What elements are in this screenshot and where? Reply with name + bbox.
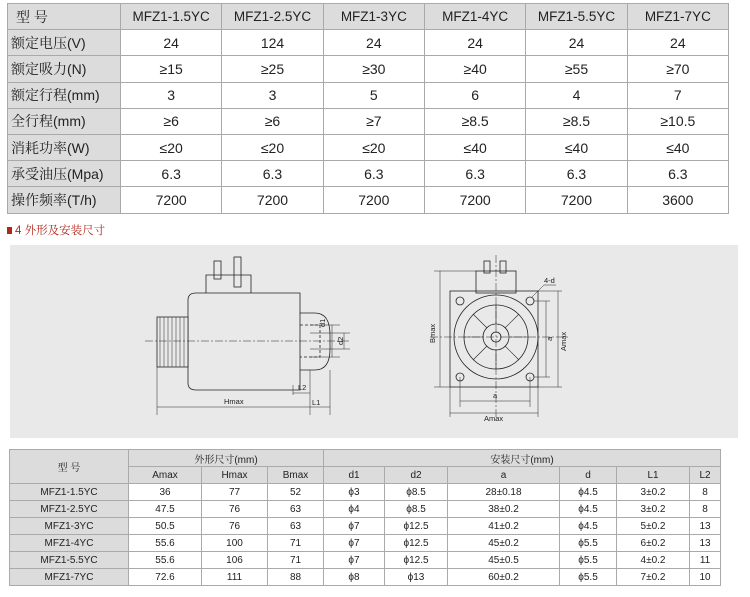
dims-cell: ϕ7: [324, 518, 385, 535]
dims-row: [10, 552, 721, 569]
spec-cell: ≥6: [222, 108, 323, 134]
spec-row: [8, 108, 729, 134]
dims-cell: 41±0.2: [448, 518, 560, 535]
dims-row: [10, 501, 721, 518]
mount-hole: [456, 297, 464, 305]
spec-cell: ≥10.5: [627, 108, 728, 134]
dims-cell: ϕ8.5: [385, 484, 448, 501]
spec-cell: 3: [222, 82, 323, 108]
spec-table: [7, 3, 729, 214]
spec-cell: 24: [627, 30, 728, 56]
spec-cell: 7200: [121, 187, 222, 213]
dims-cell: 100: [202, 535, 268, 552]
spec-cell: 7200: [526, 187, 627, 213]
dims-cell: ϕ5.5: [560, 535, 617, 552]
dims-cell: 8: [690, 501, 721, 518]
label-d1: d1: [318, 318, 327, 327]
spec-cell: ≥70: [627, 56, 728, 82]
label-a-horizontal: a: [493, 391, 498, 400]
label-Amax-horizontal: Amax: [484, 414, 504, 423]
spec-cell: ≥6: [121, 108, 222, 134]
dims-model-cell: MFZ1-5.5YC: [10, 552, 129, 569]
dims-model-cell: MFZ1-4YC: [10, 535, 129, 552]
dims-cell: 28±0.18: [448, 484, 560, 501]
spec-row-label: 额定行程(mm): [8, 82, 121, 108]
dims-cell: 106: [202, 552, 268, 569]
spec-row-label: 额定吸力(N): [8, 56, 121, 82]
spec-header-row: [8, 4, 729, 30]
spec-cell: ≤40: [526, 134, 627, 160]
dims-cell: 36: [129, 484, 202, 501]
spec-cell: 124: [222, 30, 323, 56]
dims-model-cell: MFZ1-1.5YC: [10, 484, 129, 501]
dims-model-header: 型 号: [10, 450, 129, 484]
knurled-nut: [157, 317, 188, 367]
section-title: [7, 222, 105, 238]
spec-cell: ≤20: [222, 134, 323, 160]
label-L2: L2: [298, 383, 307, 392]
spec-cell: 6.3: [627, 161, 728, 187]
spec-row: [8, 134, 729, 160]
spec-cell: 3600: [627, 187, 728, 213]
dims-cell: 3±0.2: [617, 501, 690, 518]
spec-cell: ≥8.5: [424, 108, 525, 134]
spec-row: [8, 187, 729, 213]
spec-model-header: MFZ1-1.5YC: [121, 4, 222, 30]
dims-cell: ϕ8: [324, 569, 385, 586]
spec-cell: 7: [627, 82, 728, 108]
dims-cell: 3±0.2: [617, 484, 690, 501]
dims-cell: 5±0.2: [617, 518, 690, 535]
spec-cell: 7200: [424, 187, 525, 213]
section-marker-icon: [7, 227, 12, 234]
dims-cell: 4±0.2: [617, 552, 690, 569]
dims-row: [10, 484, 721, 501]
dims-cell: 38±0.2: [448, 501, 560, 518]
dims-cell: ϕ3: [324, 484, 385, 501]
coil-body: [188, 293, 300, 390]
spec-row: [8, 30, 729, 56]
spec-model-header: MFZ1-5.5YC: [526, 4, 627, 30]
dims-column-header: Amax: [129, 467, 202, 484]
spec-cell: ≥25: [222, 56, 323, 82]
dims-cell: 50.5: [129, 518, 202, 535]
spec-cell: ≥40: [424, 56, 525, 82]
spec-cell: 6.3: [424, 161, 525, 187]
mount-hole: [526, 297, 534, 305]
dims-cell: 63: [268, 501, 324, 518]
dims-cell: 6±0.2: [617, 535, 690, 552]
dims-cell: 76: [202, 501, 268, 518]
label-Amax-vertical: Amax: [559, 331, 568, 351]
spec-cell: 24: [424, 30, 525, 56]
dims-cell: 13: [690, 518, 721, 535]
dims-cell: 77: [202, 484, 268, 501]
dims-group-row: [10, 450, 721, 467]
dims-cell: 11: [690, 552, 721, 569]
dims-column-header: a: [448, 467, 560, 484]
spec-row-label: 全行程(mm): [8, 108, 121, 134]
dims-cell: ϕ12.5: [385, 518, 448, 535]
label-4d: 4-d: [544, 276, 555, 285]
dims-cell: 72.6: [129, 569, 202, 586]
dims-model-cell: MFZ1-3YC: [10, 518, 129, 535]
dims-cell: ϕ5.5: [560, 569, 617, 586]
dims-cell: 10: [690, 569, 721, 586]
dims-cell: 76: [202, 518, 268, 535]
spec-row-label: 操作频率(T/h): [8, 187, 121, 213]
dims-cell: 111: [202, 569, 268, 586]
spec-cell: ≥15: [121, 56, 222, 82]
label-a-vertical: a: [545, 336, 554, 341]
dims-cell: 71: [268, 552, 324, 569]
dims-model-cell: MFZ1-7YC: [10, 569, 129, 586]
connector-pin-left: [214, 261, 221, 279]
drawing-svg: [10, 245, 738, 438]
spec-row-label: 承受油压(Mpa): [8, 161, 121, 187]
dims-cell: ϕ7: [324, 552, 385, 569]
dims-cell: ϕ8.5: [385, 501, 448, 518]
spec-cell: 7200: [323, 187, 424, 213]
dims-cell: ϕ4: [324, 501, 385, 518]
dims-cell: 71: [268, 535, 324, 552]
dims-cell: 45±0.2: [448, 535, 560, 552]
dims-column-header: L1: [617, 467, 690, 484]
dims-cell: 7±0.2: [617, 569, 690, 586]
spec-cell: ≤20: [121, 134, 222, 160]
connector-pin-right: [234, 257, 241, 287]
spec-cell: ≤20: [323, 134, 424, 160]
dims-cell: 88: [268, 569, 324, 586]
dims-column-header: L2: [690, 467, 721, 484]
spec-cell: 6.3: [121, 161, 222, 187]
dims-group-outer: 外形尺寸(mm): [129, 450, 324, 467]
dims-cell: 8: [690, 484, 721, 501]
spec-cell: 4: [526, 82, 627, 108]
dims-cell: 52: [268, 484, 324, 501]
spec-model-header: MFZ1-2.5YC: [222, 4, 323, 30]
dims-column-header: Hmax: [202, 467, 268, 484]
dims-cell: 47.5: [129, 501, 202, 518]
spec-cell: ≥30: [323, 56, 424, 82]
spec-model-header: MFZ1-4YC: [424, 4, 525, 30]
spec-cell: 7200: [222, 187, 323, 213]
dims-cell: 55.6: [129, 552, 202, 569]
section-title-text: 4 外形及安装尺寸: [15, 225, 106, 237]
spec-cell: 3: [121, 82, 222, 108]
spec-cell: ≤40: [627, 134, 728, 160]
spec-cell: ≥7: [323, 108, 424, 134]
spec-cell: 6.3: [222, 161, 323, 187]
spec-cell: ≥8.5: [526, 108, 627, 134]
dims-cell: ϕ7: [324, 535, 385, 552]
spec-cell: 6.3: [323, 161, 424, 187]
dims-cell: ϕ13: [385, 569, 448, 586]
dims-cell: 13: [690, 535, 721, 552]
label-Bmax: Bmax: [428, 323, 437, 343]
spec-row-label: 消耗功率(W): [8, 134, 121, 160]
dims-model-cell: MFZ1-2.5YC: [10, 501, 129, 518]
spec-model-header: MFZ1-3YC: [323, 4, 424, 30]
dims-row: [10, 569, 721, 586]
dims-column-header: d1: [324, 467, 385, 484]
dimension-drawing: [10, 245, 738, 438]
spec-cell: 6.3: [526, 161, 627, 187]
dims-cell: ϕ12.5: [385, 535, 448, 552]
dimensions-table: [9, 449, 721, 586]
dims-cell: ϕ5.5: [560, 552, 617, 569]
spec-cell: 24: [323, 30, 424, 56]
spec-cell: 24: [121, 30, 222, 56]
spec-cell: 24: [526, 30, 627, 56]
spec-cell: 5: [323, 82, 424, 108]
dims-cell: 63: [268, 518, 324, 535]
spec-model-header: MFZ1-7YC: [627, 4, 728, 30]
spec-header-label: 型 号: [8, 4, 121, 30]
spec-cell: ≥55: [526, 56, 627, 82]
dims-cell: ϕ4.5: [560, 518, 617, 535]
spec-cell: 6: [424, 82, 525, 108]
spec-row-label: 额定电压(V): [8, 30, 121, 56]
spec-cell: ≤40: [424, 134, 525, 160]
dims-cell: ϕ4.5: [560, 484, 617, 501]
label-d2: d2: [336, 336, 345, 345]
spec-row: [8, 56, 729, 82]
dims-row: [10, 535, 721, 552]
dims-cell: 60±0.2: [448, 569, 560, 586]
spec-row: [8, 82, 729, 108]
dims-column-header: d: [560, 467, 617, 484]
dims-column-header: Bmax: [268, 467, 324, 484]
label-Hmax: Hmax: [224, 397, 244, 406]
dims-cell: ϕ4.5: [560, 501, 617, 518]
dims-cell: ϕ12.5: [385, 552, 448, 569]
dims-row: [10, 518, 721, 535]
spec-row: [8, 161, 729, 187]
dims-column-header: d2: [385, 467, 448, 484]
dims-cell: 45±0.5: [448, 552, 560, 569]
label-L1: L1: [312, 398, 321, 407]
dims-cell: 55.6: [129, 535, 202, 552]
dims-group-mount: 安装尺寸(mm): [324, 450, 721, 467]
